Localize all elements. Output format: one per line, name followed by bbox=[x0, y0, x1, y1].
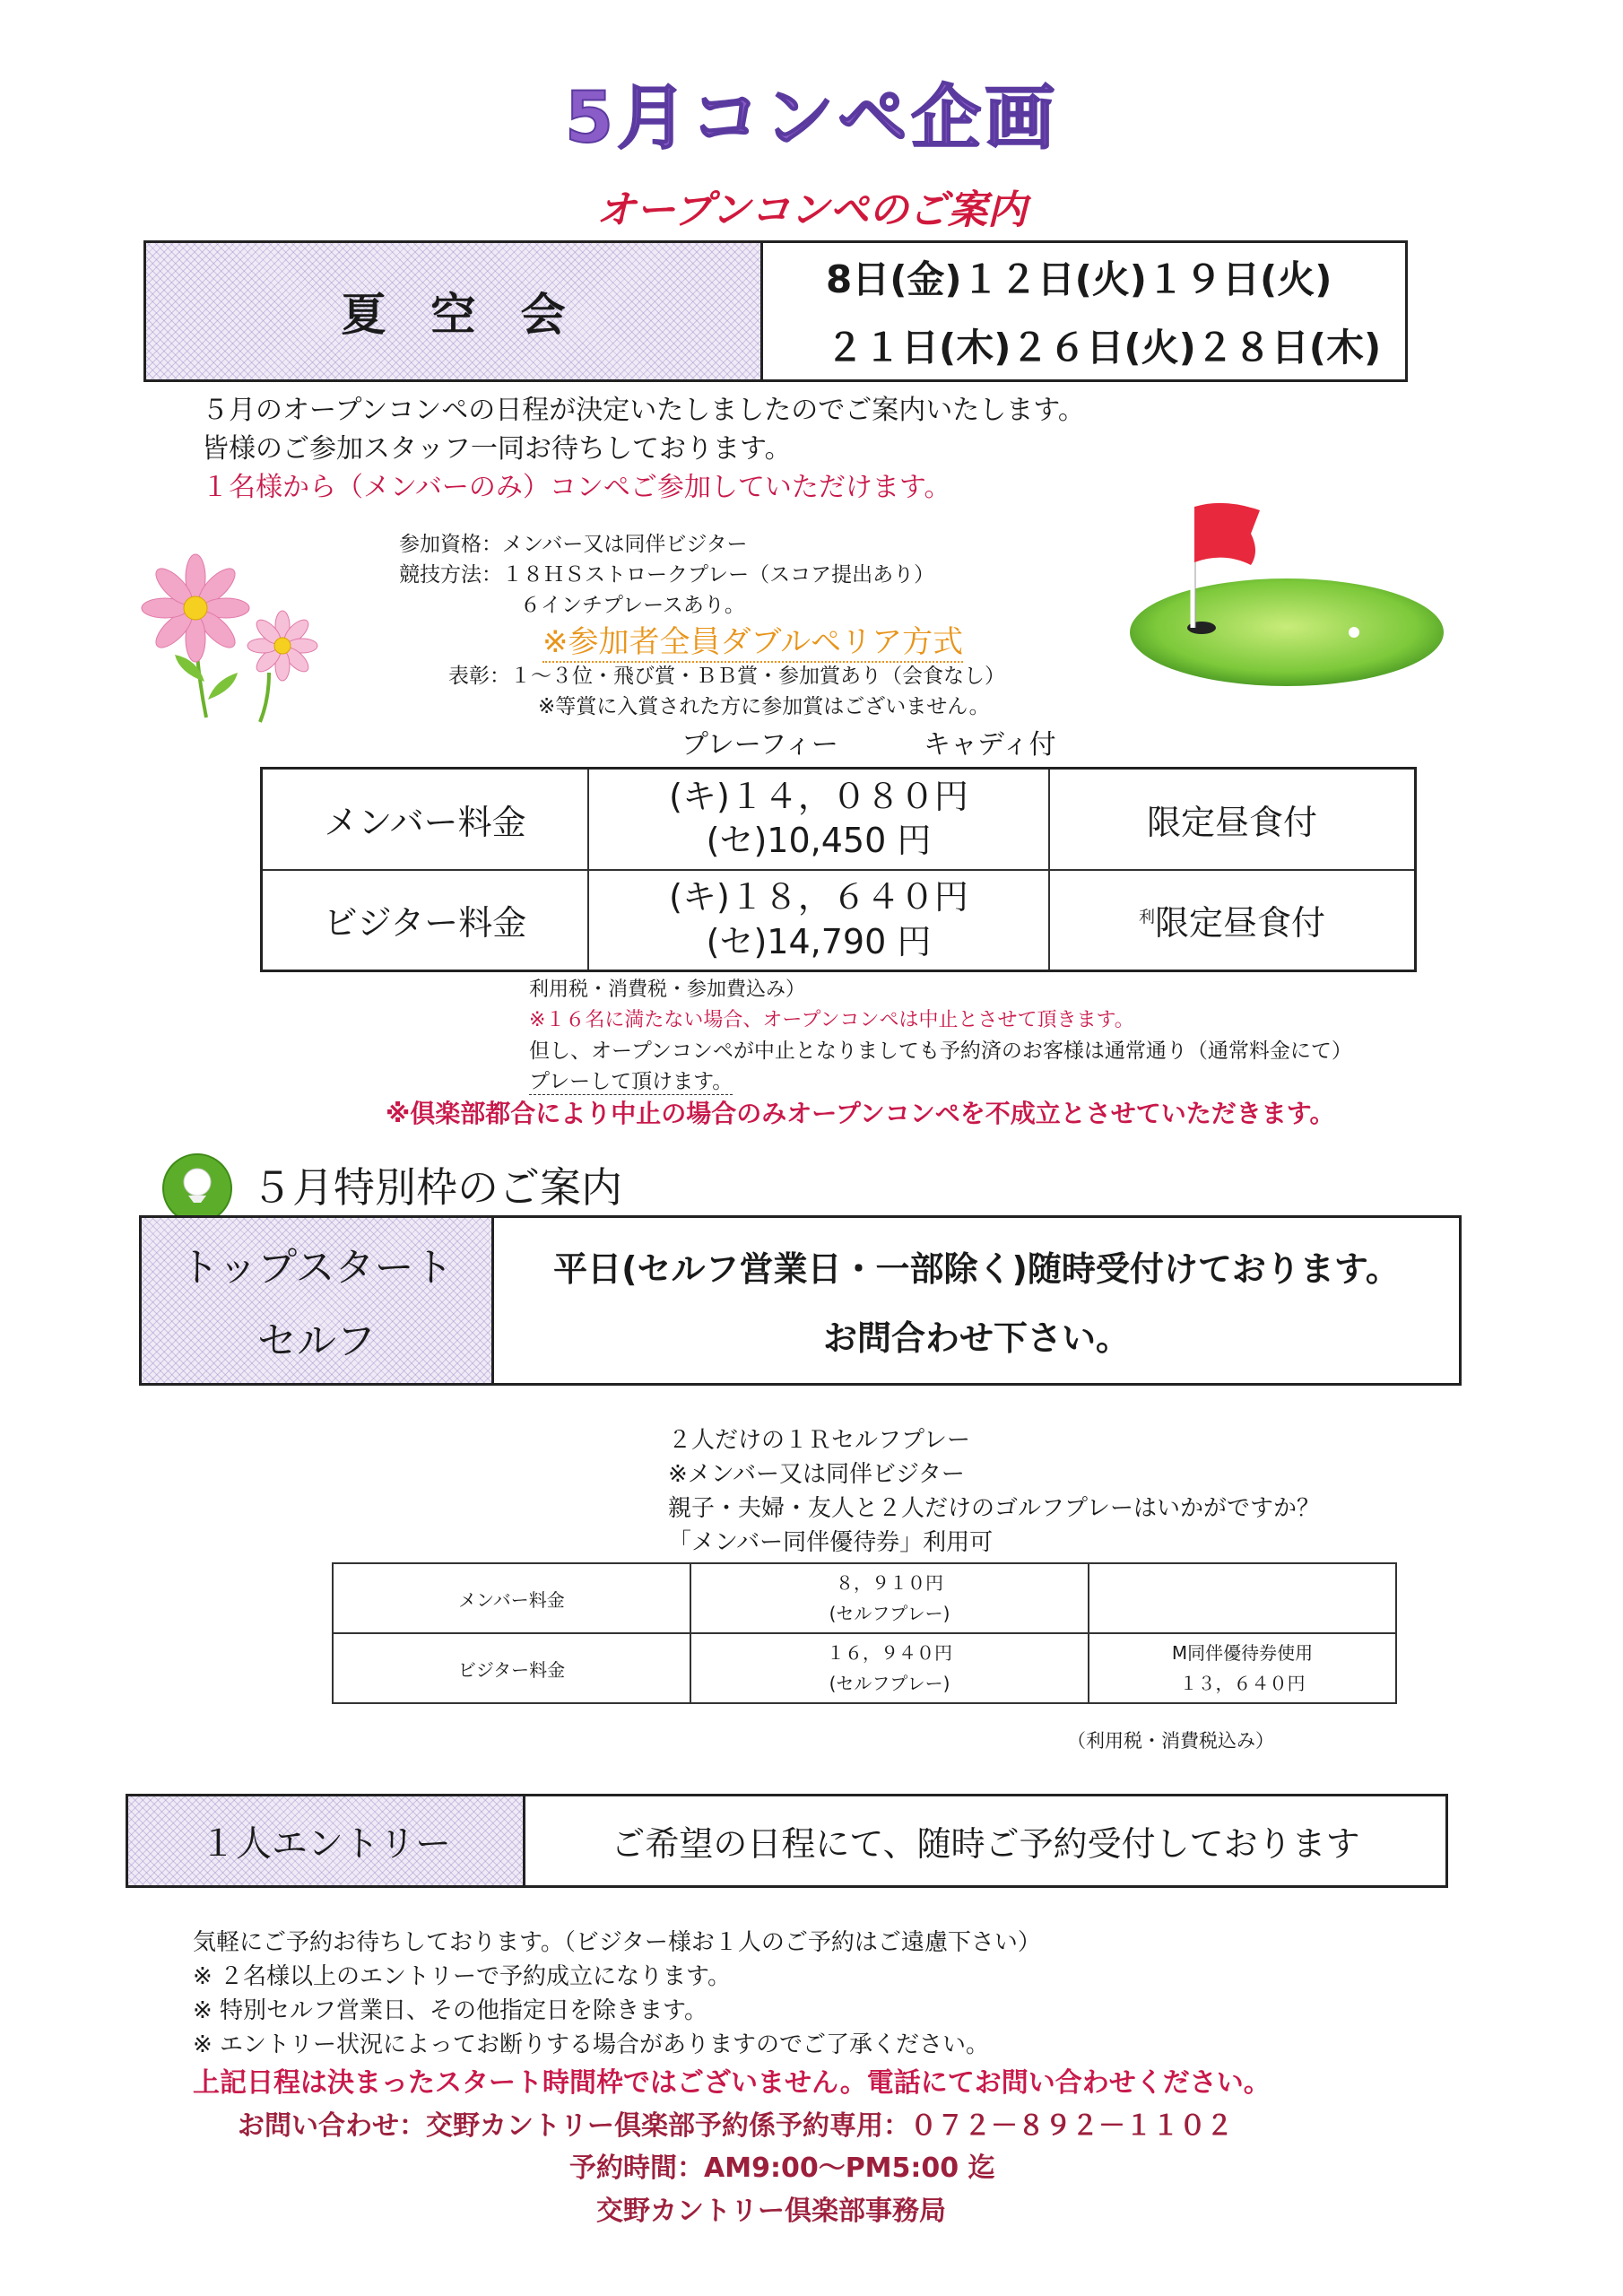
fee-label: プレーフィー bbox=[681, 729, 838, 761]
special-desc-1: ２人だけの１Ｒセルフプレー bbox=[668, 1427, 970, 1454]
special-desc-2: ※メンバー又は同伴ビジター bbox=[668, 1461, 965, 1488]
rule-qualification: 参加資格：メンバー又は同伴ビジター bbox=[399, 533, 748, 556]
flower-icon bbox=[135, 547, 341, 726]
footer-contact: お問い合わせ：交野カントリー倶楽部予約係予約専用：０７２－８９２－１１０２ bbox=[238, 2110, 1233, 2142]
rule-awards: 表彰：１～３位・飛び賞・ＢＢ賞・参加賞あり（会食なし） bbox=[448, 665, 1005, 688]
dates-line-1: 8日(金)１２日(火)１９日(火) bbox=[826, 257, 1332, 301]
special-label-cell: トップスタート セルフ bbox=[142, 1218, 494, 1383]
fee-price-cell: (キ)１８，６４０円 (セ)14,790 円 bbox=[588, 870, 1049, 971]
golf-ball-icon bbox=[161, 1152, 233, 1224]
special-fee-extra: M同伴優待券使用 １３，６４０円 bbox=[1089, 1633, 1396, 1703]
tax-mark: 利 bbox=[1138, 908, 1155, 927]
entry-label-cell: １人エントリー bbox=[128, 1796, 525, 1885]
rule-method-1: 競技方法：１８ＨＳストロークプレー（スコア提出あり） bbox=[399, 563, 935, 587]
footer-line-2: ※ ２名様以上のエントリーで予約成立になります。 bbox=[193, 1963, 731, 1990]
page-title: 5月コンペ企画 bbox=[564, 78, 1059, 159]
footer-line-1: 気軽にご予約お待ちしております。（ビジター様お１人のご予約はご遠慮下さい） bbox=[193, 1929, 1041, 1956]
footer-office: 交野カントリー倶楽部事務局 bbox=[596, 2196, 946, 2227]
subtitle: オープンコンペのご案内 bbox=[595, 187, 1028, 233]
special-text-cell: 平日(セルフ営業日・一部除く)随時受付けております。 お問合わせ下さい。 bbox=[553, 1249, 1400, 1358]
compe-club-note: ※倶楽部都合により中止の場合のみオープンコンペを不成立とさせていただきます。 bbox=[386, 1099, 1335, 1128]
natsuzora-dates-cell bbox=[763, 243, 1405, 379]
special-fee-label: ビジター料金 bbox=[333, 1633, 690, 1703]
compe-cancel-note: ※１６名に満たない場合、オープンコンペは中止とさせて頂きます。 bbox=[529, 1009, 1134, 1031]
fee-note-cell: 限定昼食付 bbox=[1049, 769, 1416, 870]
footer-line-4: ※ エントリー状況によってお断りする場合がありますのでご了承ください。 bbox=[193, 2031, 990, 2058]
table-row bbox=[333, 1563, 1396, 1633]
fee-price-cell: (キ)１４，０８０円 (セ)10,450 円 bbox=[588, 769, 1049, 870]
natsuzora-name-cell: 夏 空 会 bbox=[146, 243, 763, 379]
fee-label-cell: メンバー料金 bbox=[262, 769, 589, 870]
natsuzora-box bbox=[143, 240, 1408, 382]
fee-label-cell: ビジター料金 bbox=[262, 870, 589, 971]
special-fee-table bbox=[332, 1562, 1397, 1704]
flower-small bbox=[247, 611, 317, 681]
special-box bbox=[139, 1215, 1462, 1386]
intro-line-2: 皆様のご参加スタッフ一同お待ちしております。 bbox=[202, 433, 792, 465]
footer-line-3: ※ 特別セルフ営業日、その他指定日を除きます。 bbox=[193, 1997, 707, 2024]
footer-line-5: 上記日程は決まったスタート時間枠ではございません。電話にてお問い合わせください。 bbox=[193, 2067, 1271, 2099]
entry-box bbox=[126, 1794, 1448, 1888]
rule-awards-note: ※等賞に入賞された方に参加賞はございません。 bbox=[538, 695, 990, 718]
special-fee-label: メンバー料金 bbox=[333, 1563, 690, 1633]
golf-green-icon bbox=[1125, 498, 1448, 691]
intro-line-3: １名様から（メンバーのみ）コンペご参加していただけます。 bbox=[202, 472, 951, 503]
compe-fee-table bbox=[260, 767, 1417, 972]
table-row bbox=[262, 870, 1416, 971]
entry-text-cell: ご希望の日程にて、随時ご予約受付しております bbox=[611, 1824, 1360, 1864]
caddy-label: キャディ付 bbox=[924, 729, 1056, 761]
compe-tax-note: 利用税・消費税・参加費込み） bbox=[529, 978, 806, 1001]
dates-line-2: ２１日(木)２６日(火)２８日(木) bbox=[826, 326, 1382, 370]
fee-note-cell: $^利$限定昼食付 bbox=[1049, 870, 1416, 971]
special-fee-extra bbox=[1089, 1563, 1396, 1633]
footer-hours: 予約時間：AM9:00～PM5:00 迄 bbox=[569, 2152, 995, 2184]
special-desc-3: 親子・夫婦・友人と２人だけのゴルフプレーはいかがですか？ bbox=[668, 1495, 1320, 1522]
rule-method-2: ６インチプレースあり。 bbox=[520, 594, 745, 617]
special-fee-price: １６，９４０円 (セルフプレー) bbox=[690, 1633, 1089, 1703]
rule-peoria: ※参加者全員ダブルペリア方式 bbox=[542, 617, 963, 663]
special-fee-price: ８，９１０円 (セルフプレー) bbox=[690, 1563, 1089, 1633]
intro-line-1: ５月のオープンコンペの日程が決定いたしましたのでご案内いたします。 bbox=[202, 395, 1085, 426]
flower-large bbox=[142, 554, 249, 662]
compe-but-note-1: 但し、オープンコンペが中止となりましても予約済のお客様は通常通り（通常料金にて） bbox=[529, 1039, 1352, 1063]
special-desc-4: 「メンバー同伴優待券」利用可 bbox=[668, 1529, 994, 1556]
table-row bbox=[333, 1633, 1396, 1703]
compe-but-note-2: プレーして頂けます。 bbox=[529, 1065, 733, 1095]
special-tax-note: （利用税・消費税込み） bbox=[1067, 1730, 1274, 1752]
table-row bbox=[262, 769, 1416, 870]
special-heading: ５月特別枠のご案内 bbox=[251, 1163, 622, 1212]
